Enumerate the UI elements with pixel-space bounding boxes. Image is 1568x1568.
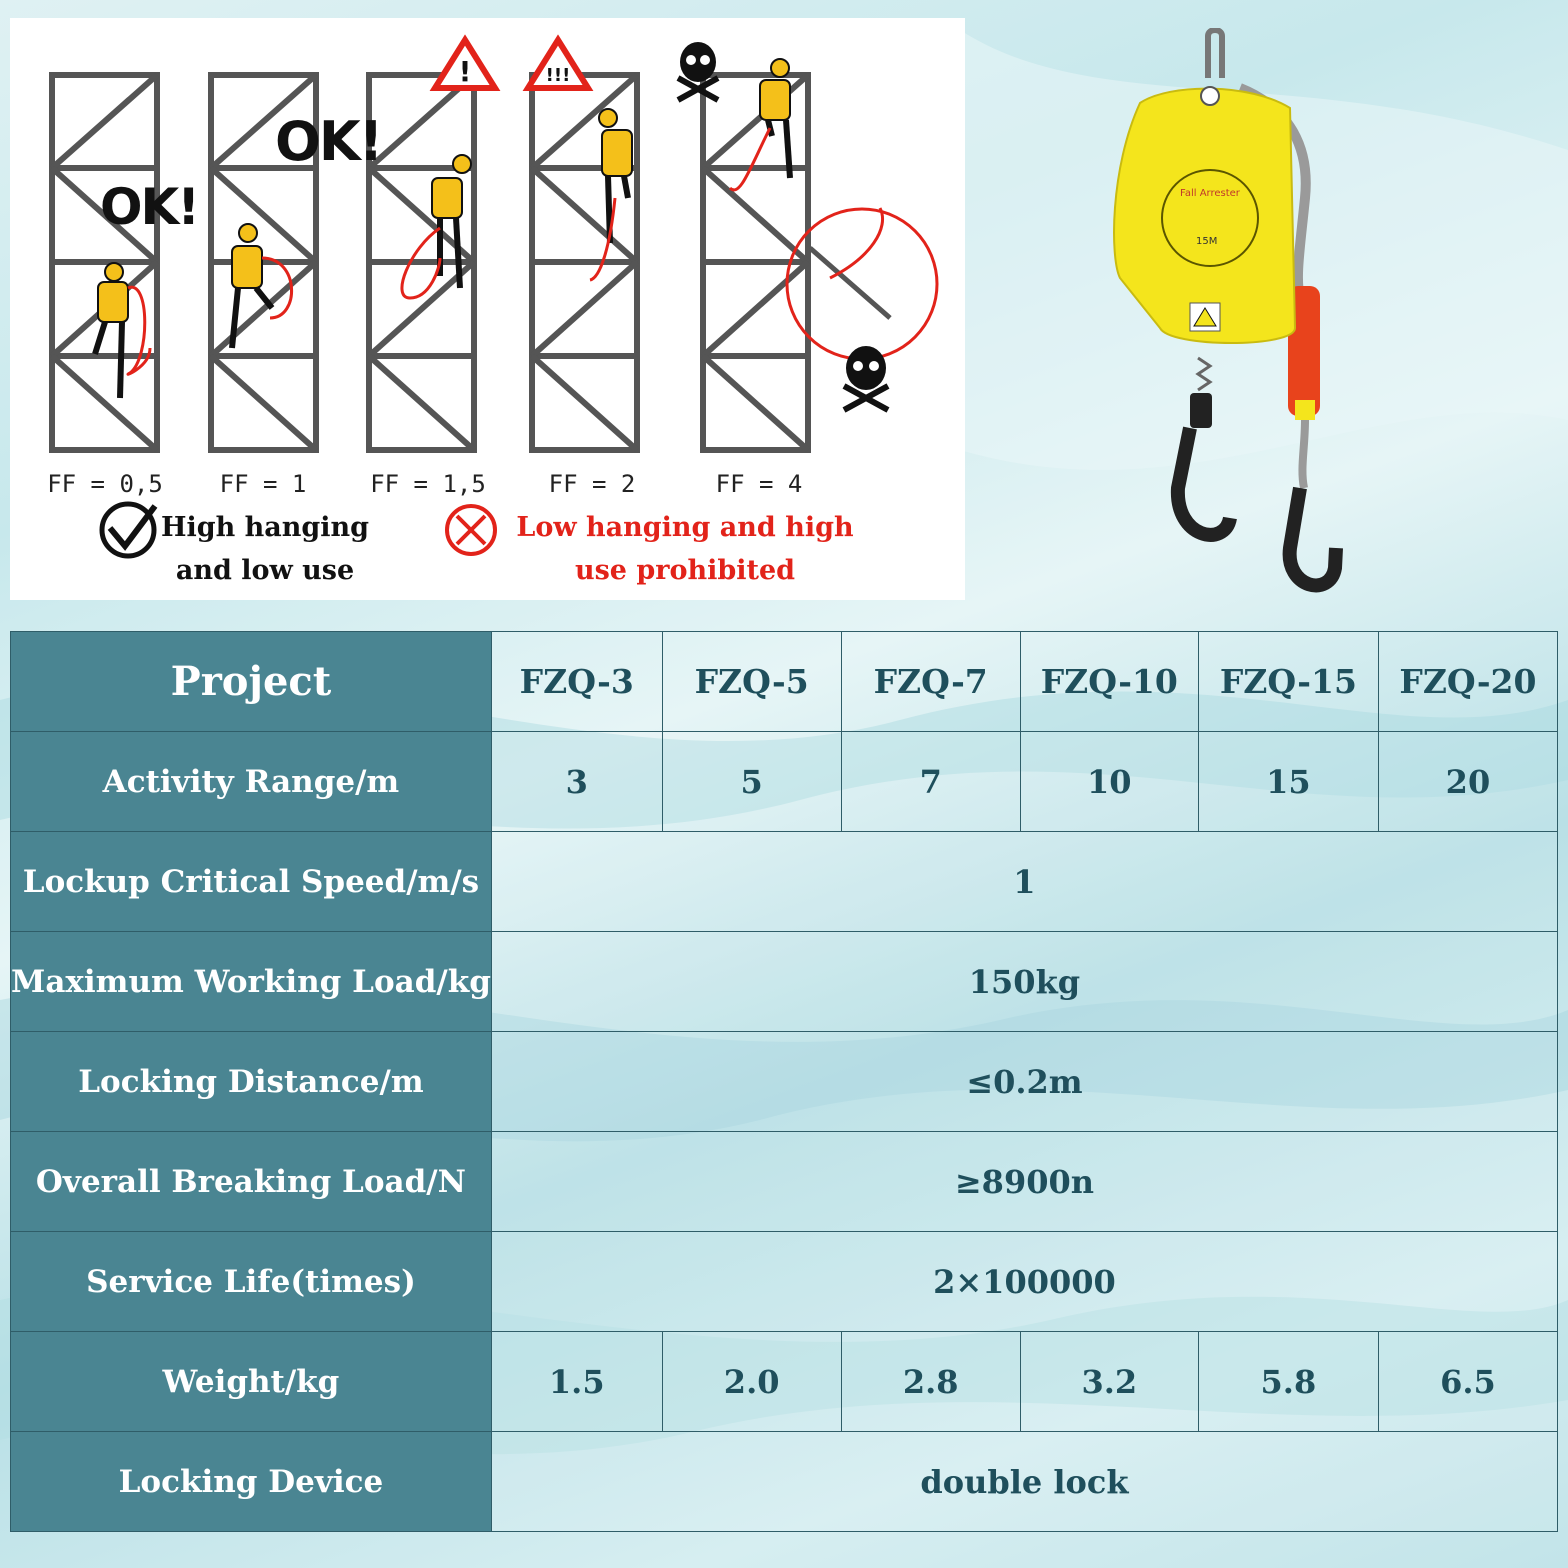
model-header: FZQ-3 <box>491 632 662 732</box>
spec-table <box>10 631 1558 1532</box>
check-circle-icon <box>102 504 155 556</box>
table-row <box>11 1032 1558 1132</box>
row-label: Service Life(times) <box>11 1232 492 1332</box>
ff-label-1: FF = 0,5 <box>47 470 163 498</box>
table-cell: 3.2 <box>1020 1332 1198 1432</box>
model-header: FZQ-15 <box>1198 632 1378 732</box>
row-label: Weight/kg <box>11 1332 492 1432</box>
worker-icon-1 <box>95 263 150 398</box>
row-label: Lockup Critical Speed/m/s <box>11 832 492 932</box>
table-cell: 15 <box>1198 732 1378 832</box>
table-row <box>11 932 1558 1032</box>
ok-label-1: OK! <box>100 178 199 236</box>
table-cell: double lock <box>491 1432 1557 1532</box>
product-label-title: Fall Arrester <box>1180 188 1240 199</box>
table-cell: ≤0.2m <box>491 1032 1557 1132</box>
model-header: FZQ-5 <box>662 632 841 732</box>
warning-triangle-icon-1 <box>435 40 495 88</box>
good-use-legend <box>160 506 370 592</box>
table-row <box>11 732 1558 832</box>
bad-use-legend <box>515 506 855 592</box>
row-label: Overall Breaking Load/N <box>11 1132 492 1232</box>
svg-text:!!!: !!! <box>545 65 571 86</box>
table-row <box>11 1432 1558 1532</box>
bad-use-line2: use prohibited <box>574 555 796 586</box>
table-row <box>11 1332 1558 1432</box>
table-cell: 150kg <box>491 932 1557 1032</box>
table-cell: 20 <box>1378 732 1557 832</box>
table-row <box>11 1132 1558 1232</box>
table-cell: 2.8 <box>841 1332 1020 1432</box>
bad-use-line1: Low hanging and high <box>516 512 854 543</box>
table-header-row <box>11 632 1558 732</box>
table-cell: 7 <box>841 732 1020 832</box>
table-row <box>11 832 1558 932</box>
ff-label-5: FF = 4 <box>715 470 803 498</box>
product-label-size: 15M <box>1196 236 1218 247</box>
good-use-line2: and low use <box>175 555 355 586</box>
table-row <box>11 1232 1558 1332</box>
table-cell: 2×100000 <box>491 1232 1557 1332</box>
fall-arrester-drawing <box>1090 28 1350 598</box>
ff-label-2: FF = 1 <box>219 470 307 498</box>
snap-hook-left <box>1178 428 1230 535</box>
scaffold-tower-1 <box>52 75 157 450</box>
table-cell: 5 <box>662 732 841 832</box>
model-header: FZQ-10 <box>1020 632 1198 732</box>
x-circle-icon <box>447 506 495 554</box>
svg-text:!: ! <box>458 55 472 88</box>
table-cell: ≥8900n <box>491 1132 1557 1232</box>
project-header: Project <box>11 632 492 732</box>
row-label: Locking Distance/m <box>11 1032 492 1132</box>
skull-icon-1 <box>678 42 718 100</box>
skull-icon-2 <box>844 346 888 410</box>
snap-hook-right <box>1290 488 1336 585</box>
fall-factor-illustration <box>10 18 965 600</box>
ff-label-3: FF = 1,5 <box>370 470 486 498</box>
fall-arrester-product-image <box>1090 28 1350 598</box>
row-label: Locking Device <box>11 1432 492 1532</box>
model-header: FZQ-7 <box>841 632 1020 732</box>
good-use-line1: High hanging <box>160 512 370 543</box>
table-cell: 1.5 <box>491 1332 662 1432</box>
model-header: FZQ-20 <box>1378 632 1557 732</box>
row-label: Maximum Working Load/kg <box>11 932 492 1032</box>
table-cell: 5.8 <box>1198 1332 1378 1432</box>
table-cell: 1 <box>491 832 1557 932</box>
ok-label-2: OK! <box>275 110 382 173</box>
table-cell: 3 <box>491 732 662 832</box>
table-cell: 10 <box>1020 732 1198 832</box>
ff-label-4: FF = 2 <box>548 470 636 498</box>
row-label: Activity Range/m <box>11 732 492 832</box>
table-cell: 6.5 <box>1378 1332 1557 1432</box>
table-cell: 2.0 <box>662 1332 841 1432</box>
warning-triangle-icon-2 <box>528 40 588 88</box>
scaffold-tower-5 <box>703 75 808 450</box>
